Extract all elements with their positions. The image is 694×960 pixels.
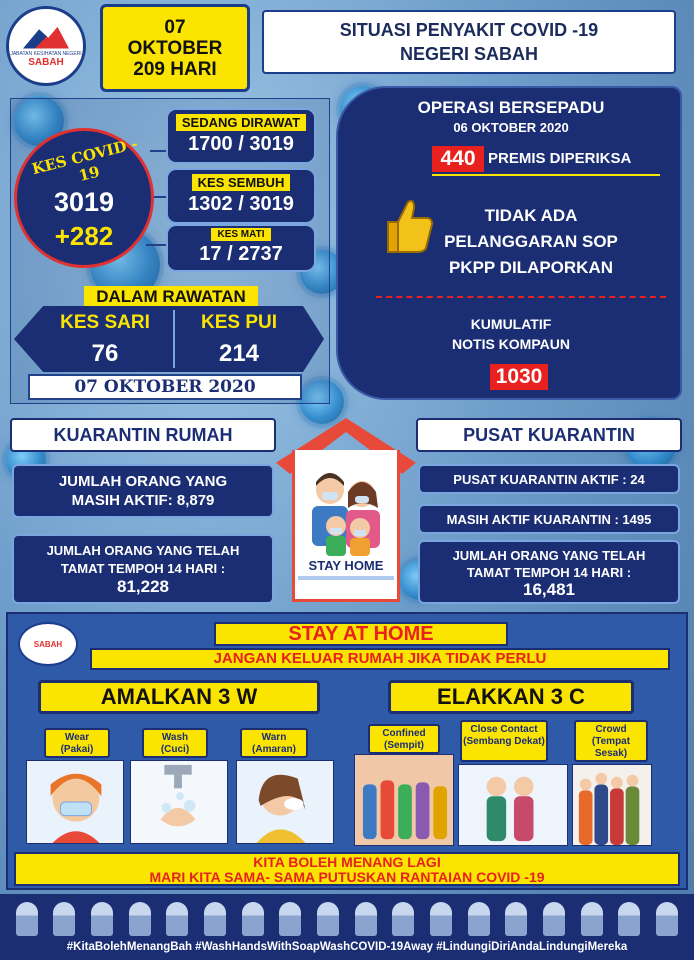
rawatan-date: 07 OKTOBER 2020 [28, 374, 302, 400]
agency-logo [6, 6, 86, 86]
sneeze-icon [236, 760, 334, 844]
kes-mati-label: KES MATI [211, 228, 270, 241]
wear-label: Wear (Pakai) [44, 728, 110, 758]
kita-line2: MARI KITA SAMA- SAMA PUTUSKAN RANTAIAN COVID -19 [149, 869, 545, 885]
frontliner-icon [355, 902, 377, 936]
premis-count: 440 [432, 146, 484, 172]
sabah-logo: SABAH [18, 622, 78, 666]
frontliner-icon [656, 902, 678, 936]
kes-pui-label: KES PUI [200, 312, 278, 333]
confined-label: Confined (Sempit) [368, 724, 440, 754]
kes-sembuh-value: 1302 / 3019 [188, 193, 294, 215]
kumulatif-label: KUMULATIF [470, 316, 552, 332]
new-cases: +282 [54, 221, 114, 251]
underline [432, 174, 660, 176]
divider [376, 296, 666, 298]
crowd-icon [572, 764, 652, 846]
title-line1: SITUASI PENYAKIT COVID -19 [339, 20, 599, 40]
premis-label: PREMIS DIPERIKSA [488, 150, 632, 167]
kuarantin-rumah-tamat [12, 534, 274, 604]
masih-aktif: MASIH AKTIF KUARANTIN : 1495 [418, 504, 680, 534]
stay-at-home-title: STAY AT HOME [214, 622, 508, 646]
frontliner-icon [242, 902, 264, 936]
pusat-tamat-line2: TAMAT TEMPOH 14 HARI : [466, 564, 632, 580]
kuarantin-rumah-title: KUARANTIN RUMAH [10, 418, 276, 452]
frontliner-icon [505, 902, 527, 936]
logo-text: JABATAN KESIHATAN NEGERI [10, 50, 82, 57]
stay-home-label: STAY HOME [308, 558, 384, 573]
frontliner-icon [543, 902, 565, 936]
kita-line1: KITA BOLEH MENANG LAGI [253, 854, 441, 870]
tamat-line1: JUMLAH ORANG YANG TELAH [46, 543, 240, 558]
date-month: OKTOBER [127, 37, 223, 59]
frontliner-icon [129, 902, 151, 936]
frontliner-icon [618, 902, 640, 936]
frontliner-icon [91, 902, 113, 936]
pusat-tamat-line1: JUMLAH ORANG YANG TELAH [452, 547, 646, 563]
frontliner-icon [581, 902, 603, 936]
kes-sembuh-label: KES SEMBUH [192, 174, 291, 191]
close-contact-label: Close Contact (Sembang Dekat) [460, 720, 548, 762]
covid-cases-circle [14, 128, 154, 268]
date-box [100, 4, 250, 92]
close-contact-icon [458, 764, 568, 846]
stay-home-house [276, 418, 416, 606]
dalam-rawatan-title: DALAM RAWATAN [84, 286, 258, 308]
pusat-kuarantin-title: PUSAT KUARANTIN [416, 418, 682, 452]
crowd-label: Crowd (Tempat Sesak) [574, 720, 648, 762]
mask-icon [26, 760, 124, 844]
kes-sembuh-box [166, 168, 316, 224]
pusat-tamat-value: 16,481 [523, 579, 575, 599]
kompaun-count: 1030 [490, 364, 548, 390]
frontliner-icon [430, 902, 452, 936]
hashtags: #KitaBolehMenangBah #WashHandsWithSoapWashCOVID-19Away #LindungiDiriAndaLindungiMereka [0, 936, 694, 960]
sedang-dirawat-box [166, 108, 316, 164]
date-day: 07 [164, 16, 186, 38]
amalkan-3w-title: AMALKAN 3 W [38, 680, 320, 714]
frontliner-icon [279, 902, 301, 936]
logo-name: SABAH [28, 56, 64, 68]
notis-kompaun-label: NOTIS KOMPAUN [452, 336, 570, 352]
stay-home-subtext [298, 576, 394, 580]
tamat-line2: TAMAT TEMPOH 14 HARI : [60, 561, 226, 576]
day-count: 209 HARI [133, 58, 217, 80]
wash-label: Wash (Cuci) [142, 728, 208, 758]
aktif-line1: JUMLAH ORANG YANG [58, 473, 228, 490]
ops-date: 06 OKTOBER 2020 [453, 120, 569, 135]
kita-boleh-banner [14, 852, 680, 886]
frontliner-icon [392, 902, 414, 936]
kes-mati-value: 17 / 2737 [199, 243, 283, 265]
kes-pui-value: 214 [218, 340, 260, 367]
page-title [262, 10, 676, 74]
frontliner-icon [53, 902, 75, 936]
sedang-dirawat-label: SEDANG DIRAWAT [176, 114, 306, 131]
confined-space-icon [354, 754, 454, 846]
jangan-keluar-banner: JANGAN KELUAR RUMAH JIKA TIDAK PERLU [90, 648, 670, 670]
family-mask-icon [302, 468, 390, 558]
frontliner-icon [468, 902, 490, 936]
hand-wash-icon [130, 760, 228, 844]
pusat-aktif: PUSAT KUARANTIN AKTIF : 24 [418, 464, 680, 494]
title-line2: NEGERI SABAH [399, 44, 538, 64]
kes-mati-box [166, 224, 316, 272]
aktif-line2: MASIH AKTIF: 8,879 [71, 492, 215, 509]
sedang-dirawat-value: 1700 / 3019 [188, 133, 294, 155]
elakkan-3c-title: ELAKKAN 3 C [388, 680, 634, 714]
thumbs-up-icon [384, 196, 434, 256]
frontliner-icon [16, 902, 38, 936]
covid-cases-label: KES COVID - 19 [30, 134, 140, 185]
total-cases: 3019 [53, 187, 115, 217]
ops-msg1: TIDAK ADA [484, 206, 578, 225]
frontliner-icon [204, 902, 226, 936]
mountain-logo-icon [23, 25, 69, 49]
pusat-tamat [418, 540, 680, 604]
ops-title: OPERASI BERSEPADU [417, 98, 605, 117]
frontliner-icon [317, 902, 339, 936]
frontliners-row [0, 894, 694, 936]
ops-msg3: PKPP DILAPORKAN [448, 258, 614, 277]
kes-sari-label: KES SARI [60, 312, 150, 333]
tamat-value: 81,228 [117, 577, 169, 596]
kuarantin-rumah-aktif [12, 464, 274, 518]
frontliner-icon [166, 902, 188, 936]
ops-msg2: PELANGGARAN SOP [444, 232, 618, 251]
warn-label: Warn (Amaran) [240, 728, 308, 758]
kes-sari-value: 76 [91, 340, 119, 367]
